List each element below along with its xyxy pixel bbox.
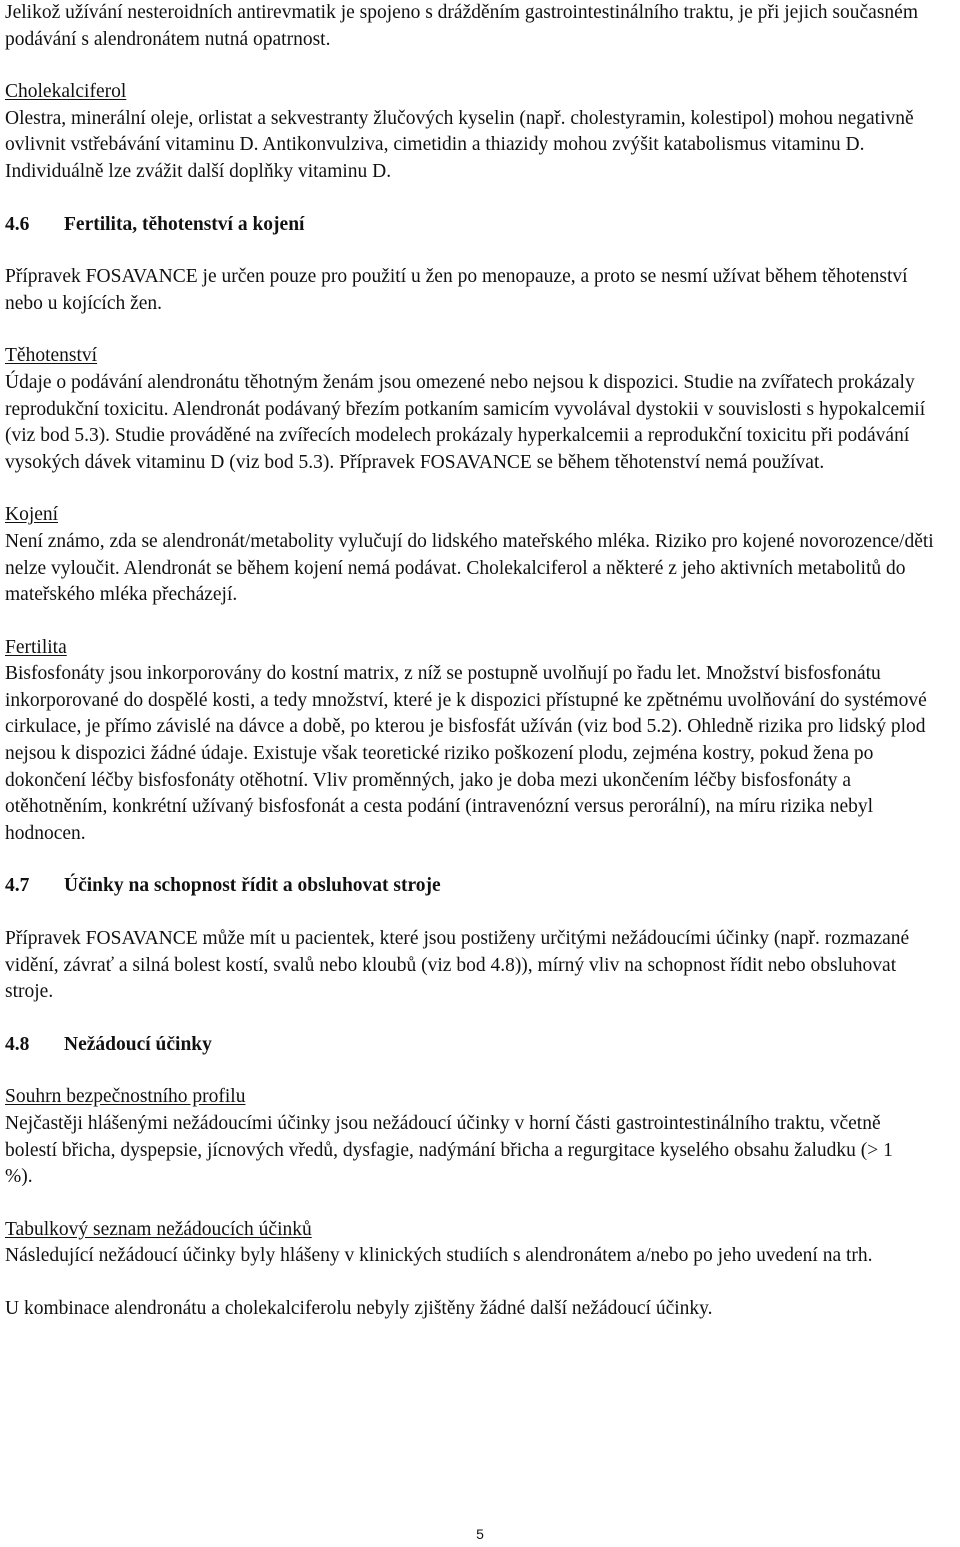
section-4-6-heading: [5, 212, 950, 239]
fertility-heading: Fertilita: [5, 636, 67, 658]
document-page: [5, 0, 950, 1323]
section-4-6-title: Fertilita, těhotenství a kojení: [64, 213, 305, 235]
safety-profile-heading: Souhrn bezpečnostního profilu: [5, 1086, 246, 1108]
safety-profile-text: Nejčastěji hlášenými nežádoucími účinky jsou nežádoucí účinky v horní části gastrointestinálního traktu, včetně bolestí břicha, dyspepsie, jícnových vředů, dysfagie, nadýmání břicha a regurgitace kyselého obsahu žaludku (> 1 %).: [5, 1113, 893, 1188]
section-4-8-heading: [5, 1032, 950, 1059]
section-4-7-heading: [5, 873, 950, 900]
fertility-text: Bisfosfonáty jsou inkorporovány do kostní matrix, z níž se postupně uvolňují po řadu let. Množství bisfosfonátu inkorporované do dospělé kosti, a tedy množství, které je k dispozici přístupné ke zpětnému uvolňování do systémové cirkulace, je přímo závislé na dávce a době, po kterou je bisfosfát užíván (viz bod 5.2). Ohledně rizika pro lidský plod nejsou k dispozici žádné údaje. Existuje však teoretické riziko poškození plodu, zejména kostry, pokud žena po dokončení léčby bisfosfonáty otěhotní. Vliv proměnných, jako je doba mezi ukončením léčby bisfosfonáty a otěhotněním, konkrétní užívaný bisfosfonát a cesta podání (intravenózní versus perorální), na míru rizika nebyl hodnocen.: [5, 663, 927, 844]
page-number: 5: [476, 1526, 484, 1542]
pregnancy-text: Údaje o podávání alendronátu těhotným ženám jsou omezené nebo nejsou k dispozici. Studie na zvířatech prokázaly reprodukční toxicitu. Alendronát podávaný březím potkaním samicím vyvolával dystokii v souvislosti s hypokalcemií (viz bod 5.3). Studie prováděné na zvířecích modelech prokázaly hyperkalcemii a reprodukční toxicitu při podávání vysokých dávek vitaminu D (viz bod 5.3). Přípravek FOSAVANCE se během těhotenství nemá používat.: [5, 371, 926, 473]
section-4-6-number: 4.6: [5, 213, 30, 235]
adverse-table-text: Následující nežádoucí účinky byly hlášeny v klinických studiích s alendronátem a/nebo po jeho uvedení na trh.: [5, 1245, 873, 1267]
section-4-7-number: 4.7: [5, 875, 30, 897]
lactation-text: Není známo, zda se alendronát/metabolity vylučují do lidského mateřského mléka. Riziko pro kojené novorozence/děti nelze vyloučit. Alendronát se během kojení nemá podávat. Cholekalciferol a některé z jeho aktivních metabolitů do mateřského mléka přecházejí.: [5, 530, 934, 606]
cholecalciferol-text: Olestra, minerální oleje, orlistat a sekvestranty žlučových kyselin (např. cholestyramin, kolestipol) mohou negativně ovlivnit vstřebávání vitaminu D. Antikonvulziva, cimetidin a thiazidy mohou zvýšit katabolismus vitaminu D. Individuálně lze zvážit další doplňky vitaminu D.: [5, 107, 914, 182]
combination-text: U kombinace alendronátu a cholekalciferolu nebyly zjištěny žádné další nežádoucí účinky.: [5, 1297, 713, 1319]
pregnancy-heading: Těhotenství: [5, 345, 98, 367]
section-4-7-title: Účinky na schopnost řídit a obsluhovat stroje: [64, 875, 441, 897]
section-4-7-text: Přípravek FOSAVANCE může mít u pacientek, které jsou postiženy určitými nežádoucími účinky (např. rozmazané vidění, závrať a silná bolest kostí, svalů nebo kloubů (viz bod 4.8)), mírný vliv na schopnost řídit nebo obsluhovat stroje.: [5, 928, 910, 1003]
section-4-8-number: 4.8: [5, 1033, 30, 1055]
intro-paragraph: Jelikož užívání nesteroidních antirevmatik je spojeno s drážděním gastrointestinálního traktu, je při jejich současném podávání s alendronátem nutná opatrnost.: [5, 2, 918, 50]
section-4-6-intro: Přípravek FOSAVANCE je určen pouze pro použití u žen po menopauze, a proto se nesmí užívat během těhotenství nebo u kojících žen.: [5, 266, 908, 314]
section-4-8-title: Nežádoucí účinky: [64, 1033, 212, 1055]
lactation-heading: Kojení: [5, 504, 59, 526]
cholecalciferol-heading: Cholekalciferol: [5, 81, 127, 103]
adverse-table-heading: Tabulkový seznam nežádoucích účinků: [5, 1218, 312, 1240]
